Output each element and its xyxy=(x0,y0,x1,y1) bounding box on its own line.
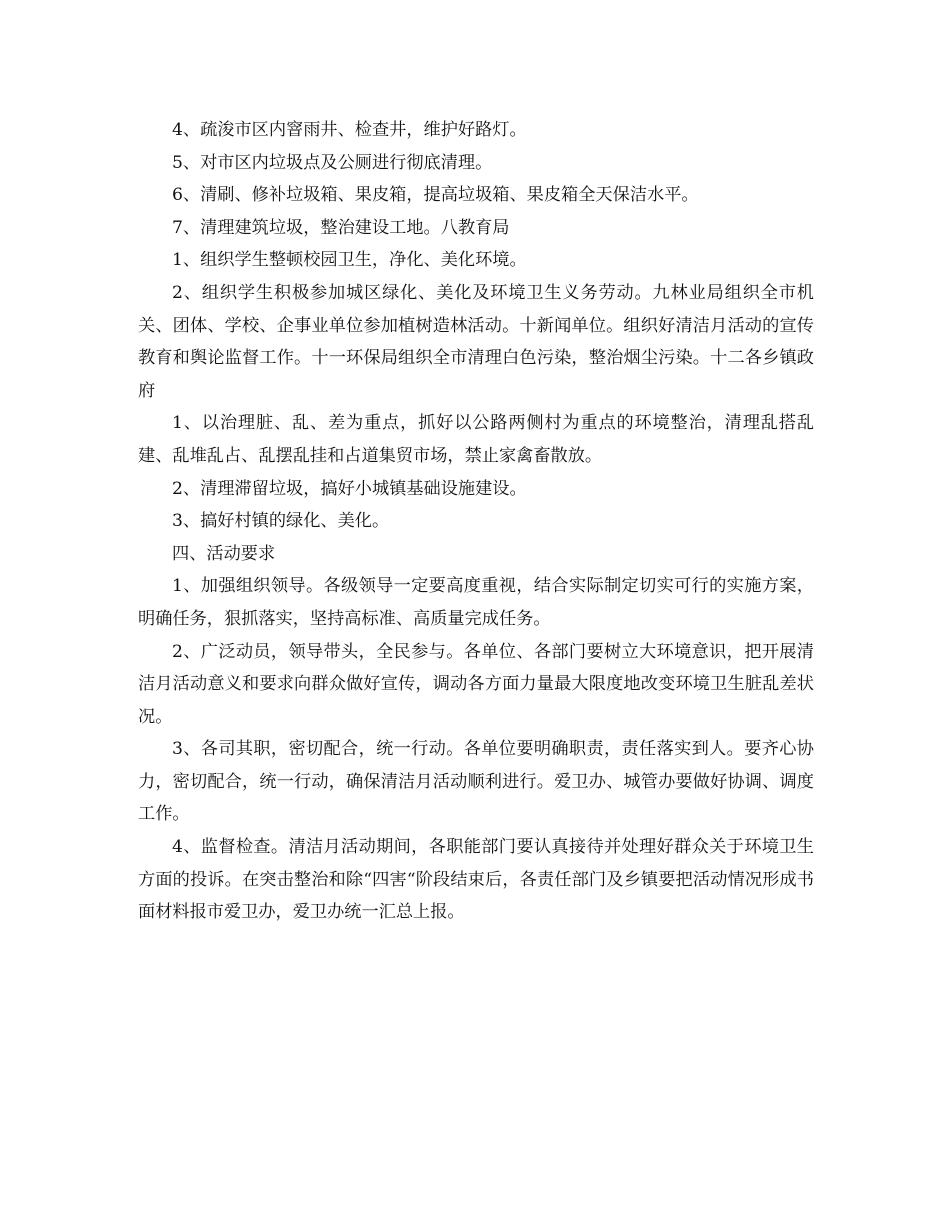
paragraph-township-3: 3、搞好村镇的绿化、美化。 xyxy=(172,511,390,532)
document-body xyxy=(138,114,814,929)
paragraph-requirement-1: 1、加强组织领导。各级领导一定要高度重视，结合实际制定切实可行的实施方案，明确任务，狠抓落实，坚持高标准、高质量完成任务。 xyxy=(138,576,814,629)
paragraph-education-2: 2、组织学生积极参加城区绿化、美化及环境卫生义务劳动。九林业局组织全市机关、团体、学校、企事业单位参加植树造林活动。十新闻单位。组织好清洁月活动的宣传教育和舆论监督工作。十一环保局组织全市清理白色污染，整治烟尘污染。十二各乡镇政府 xyxy=(138,282,814,401)
paragraph-requirement-2: 2、广泛动员，领导带头，全民参与。各单位、各部门要树立大环境意识，把开展清洁月活动意义和要求向群众做好宣传，调动各方面力量最大限度地改变环境卫生脏乱差状况。 xyxy=(138,641,814,727)
paragraph-item-7-construction: 7、清理建筑垃圾，整治建设工地。八教育局 xyxy=(172,217,510,238)
paragraph-education-1: 1、组织学生整顿校园卫生，净化、美化环境。 xyxy=(172,250,527,271)
paragraph-item-5-garbage-points: 5、对市区内垃圾点及公厕进行彻底清理。 xyxy=(172,152,493,173)
paragraph-township-2: 2、清理滞留垃圾，搞好小城镇基础设施建设。 xyxy=(172,478,527,499)
paragraph-requirement-4: 4、监督检查。清洁月活动期间，各职能部门要认真接待并处理好群众关于环境卫生方面的投诉。在突击整治和除“四害“阶段结束后，各责任部门及乡镇要把活动情况形成书面材料报市爱卫办，爱卫办统一汇总上报。 xyxy=(138,837,814,923)
section-heading-requirements: 四、活动要求 xyxy=(172,543,276,564)
paragraph-requirement-3: 3、各司其职，密切配合，统一行动。各单位要明确职责，责任落实到人。要齐心协力，密切配合，统一行动，确保清洁月活动顺利进行。爱卫办、城管办要做好协调、调度工作。 xyxy=(138,739,814,825)
paragraph-item-6-trash-bins: 6、清刷、修补垃圾箱、果皮箱，提高垃圾箱、果皮箱全天保洁水平。 xyxy=(172,185,699,206)
paragraph-item-4-drainage: 4、疏浚市区内窨雨井、检查井，维护好路灯。 xyxy=(172,120,527,140)
paragraph-township-1: 1、以治理脏、乱、差为重点，抓好以公路两侧村为重点的环境整治，清理乱搭乱建、乱堆乱占、乱摆乱挂和占道集贸市场，禁止家禽畜散放。 xyxy=(138,413,814,466)
